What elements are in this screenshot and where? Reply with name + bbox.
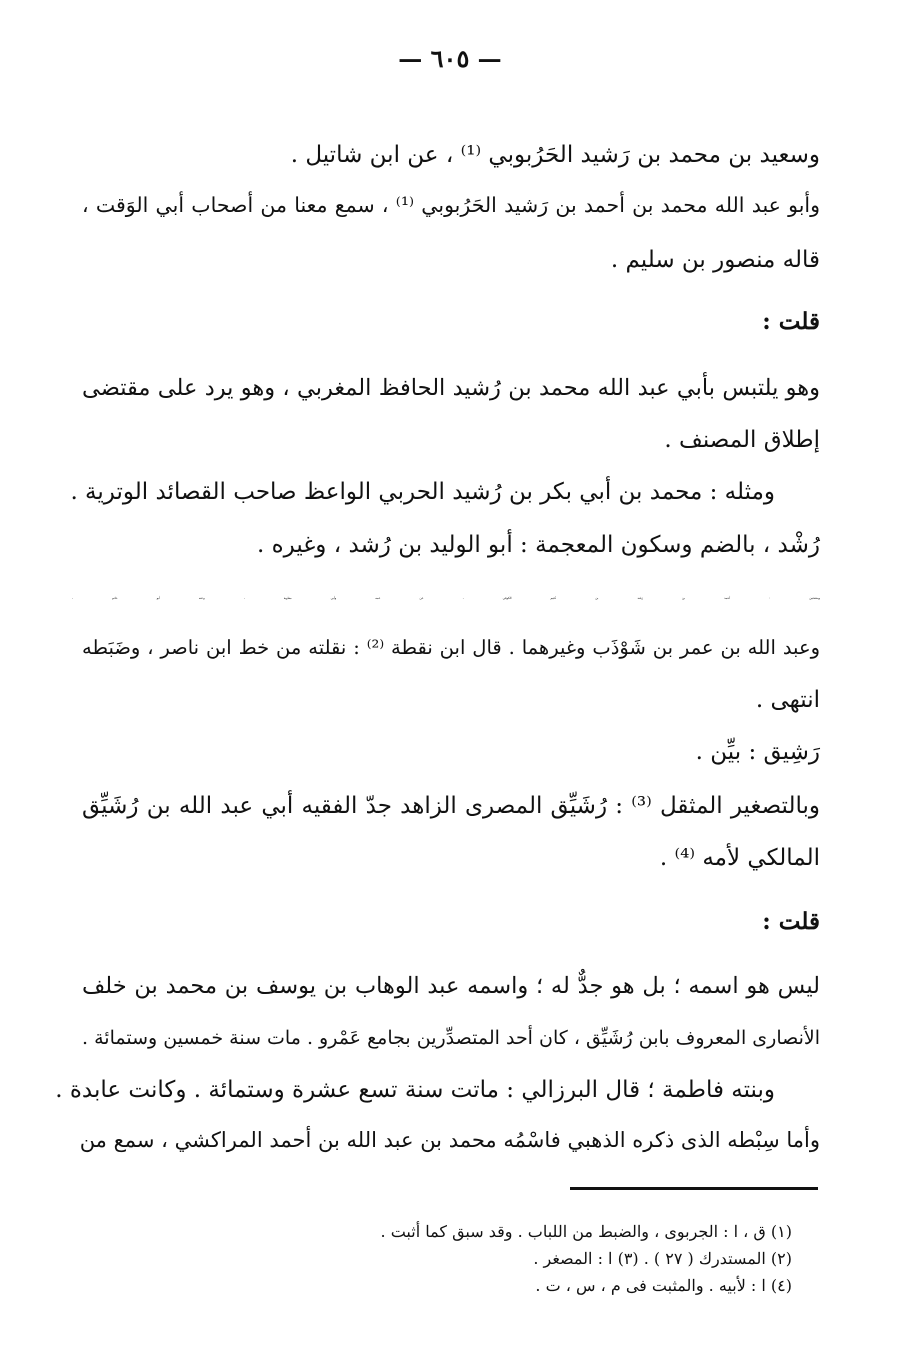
text-line: ومثله : محمد بن أبي بكر بن رُشيد الحربي الواعظ صاحب القصائد الوترية . — [70, 479, 775, 505]
section-heading: قلت : — [762, 308, 820, 335]
text-line: وهو يلتبس بأبي عبد الله محمد بن رُشيد الحافظ المغربي ، وهو يرد على مقتضى — [82, 375, 820, 401]
text-line: وعبد الله بن عمر بن شَوْذَب وغيرهما . قال ابن نقطة ⁽²⁾ : نقلته من خط ابن ناصر ، وضَبَطه — [82, 636, 820, 659]
footnote: (٤) ا : لأبيه . والمثبت فى م ، س ، ت . — [535, 1276, 792, 1295]
text-line: ليس هو اسمه ؛ بل هو جدٌّ له ؛ واسمه عبد الوهاب بن يوسف بن محمد بن خلف — [82, 973, 820, 999]
text-line: وسعيد بن محمد بن رَشيد الحَرُبوبي ⁽¹⁾ ، عن ابن شاتيل . — [290, 142, 820, 168]
text-line: وبنته فاطمة ؛ قال البرزالي : ماتت سنة تسع عشرة وستمائة . وكانت عابدة . — [55, 1077, 775, 1103]
footnote: (٢) المستدرك ( ٢٧ ) . (٣) ا : المصغر . — [533, 1249, 792, 1268]
text-line: الأنصارى المعروف بابن رُشَيِّق ، كان أحد المتصدِّرين بجامع عَمْرو . مات سنة خمسين وستمائة . — [82, 1027, 820, 1049]
section-heading: قلت : — [762, 908, 820, 935]
text-line: رُشْد ، بالضم وسكون المعجمة : أبو الوليد بن رُشد ، وغيره . — [256, 532, 820, 558]
footnote-divider — [570, 1187, 818, 1190]
text-line: وبالتصغير المثقل ⁽³⁾ : رُشَيِّق المصرى الزاهد جدّ الفقيه أبي عبد الله بن رُشَيِّق — [82, 793, 820, 819]
footnote: (١) ق ، ا : الجربوى ، والضبط من اللباب . وقد سبق كما أثبت . — [380, 1222, 792, 1241]
text-line: رَشِيق : بيِّن . — [695, 739, 820, 765]
text-line: قاله منصور بن سليم . — [610, 247, 820, 273]
text-line: وأما سِبْطه الذى ذكره الذهبي فاسْمُه محمد بن عبد الله بن أحمد المراكشي ، سمع من — [79, 1128, 820, 1152]
text-line: وبفتحتين : أحمد بن رَشَد بن خُثيم الكوفي ، عن عمه وأبي معاوية ، وعنه أبو حاتم ، — [72, 596, 820, 600]
text-line: إطلاق المصنف . — [664, 427, 820, 453]
text-line: انتهى . — [755, 687, 820, 713]
text-line: المالكي لأمه ⁽⁴⁾ . — [659, 845, 820, 871]
page-number: — ٦٠٥ — — [398, 44, 502, 73]
text-line: وأبو عبد الله محمد بن أحمد بن رَشيد الحَرُبوبي ⁽¹⁾ ، سمع معنا من أصحاب أبي الوَقت ، — [82, 193, 820, 217]
